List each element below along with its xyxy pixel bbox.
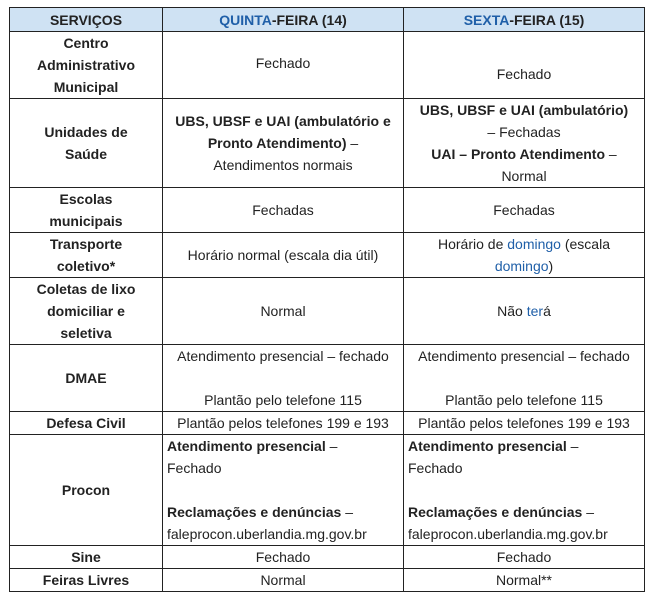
thursday-cell: Plantão pelos telefones 199 e 193 — [163, 412, 404, 435]
friday-cell: Atendimento presencial – fechado Plantão pelo telefone 115 — [404, 345, 645, 412]
thursday-cell: Atendimento presencial – Fechado Reclamações e denúncias – faleprocon.uberlandia.mg.gov.br — [163, 435, 404, 546]
table-row — [10, 546, 645, 569]
service-label: DMAE — [10, 345, 163, 412]
thursday-cell: Normal — [163, 278, 404, 345]
friday-cell: Plantão pelos telefones 199 e 193 — [404, 412, 645, 435]
service-label: Unidades de Saúde — [10, 99, 163, 188]
service-label: Transporte coletivo* — [10, 233, 163, 278]
table-row — [10, 188, 645, 233]
thursday-cell: Atendimento presencial – fechado Plantão pelo telefone 115 — [163, 345, 404, 412]
table-row — [10, 569, 645, 592]
thursday-cell: Fechado — [163, 32, 404, 99]
service-label: Feiras Livres — [10, 569, 163, 592]
friday-cell: Normal** — [404, 569, 645, 592]
header-quinta-feira: QUINTA-FEIRA (14) — [163, 8, 404, 32]
table-row — [10, 278, 645, 345]
service-label: Defesa Civil — [10, 412, 163, 435]
service-label: Sine — [10, 546, 163, 569]
procon-email-link[interactable]: faleprocon.uberlandia.mg.gov.br — [167, 526, 367, 542]
table-row — [10, 233, 645, 278]
friday-cell: Atendimento presencial – Fechado Reclamações e denúncias – faleprocon.uberlandia.mg.gov.br — [404, 435, 645, 546]
service-label: Escolas municipais — [10, 188, 163, 233]
table-row — [10, 412, 645, 435]
table-row — [10, 99, 645, 188]
thursday-cell: Normal — [163, 569, 404, 592]
friday-cell: UBS, UBSF e UAI (ambulatório) – Fechadas UAI – Pronto Atendimento – Normal — [404, 99, 645, 188]
service-label: Coletas de lixo domiciliar e seletiva — [10, 278, 163, 345]
friday-cell: Fechadas — [404, 188, 645, 233]
table-row — [10, 345, 645, 412]
table-row — [10, 32, 645, 99]
friday-cell: Horário de domingo (escala domingo) — [404, 233, 645, 278]
thursday-cell: Horário normal (escala dia útil) — [163, 233, 404, 278]
thursday-cell: Fechado — [163, 546, 404, 569]
header-sexta-feira: SEXTA-FEIRA (15) — [404, 8, 645, 32]
service-label: Centro Administrativo Municipal — [10, 32, 163, 99]
header-row — [10, 8, 645, 32]
services-schedule-table — [9, 7, 645, 592]
thursday-cell: UBS, UBSF e UAI (ambulatório e Pronto Atendimento) – Atendimentos normais — [163, 99, 404, 188]
friday-cell: Não terá — [404, 278, 645, 345]
friday-cell: Fechado — [404, 546, 645, 569]
service-label: Procon — [10, 435, 163, 546]
thursday-cell: Fechadas — [163, 188, 404, 233]
table-row — [10, 435, 645, 546]
header-servicos: SERVIÇOS — [10, 8, 163, 32]
procon-email-link[interactable]: faleprocon.uberlandia.mg.gov.br — [408, 526, 608, 542]
friday-cell: Fechado — [404, 32, 645, 99]
